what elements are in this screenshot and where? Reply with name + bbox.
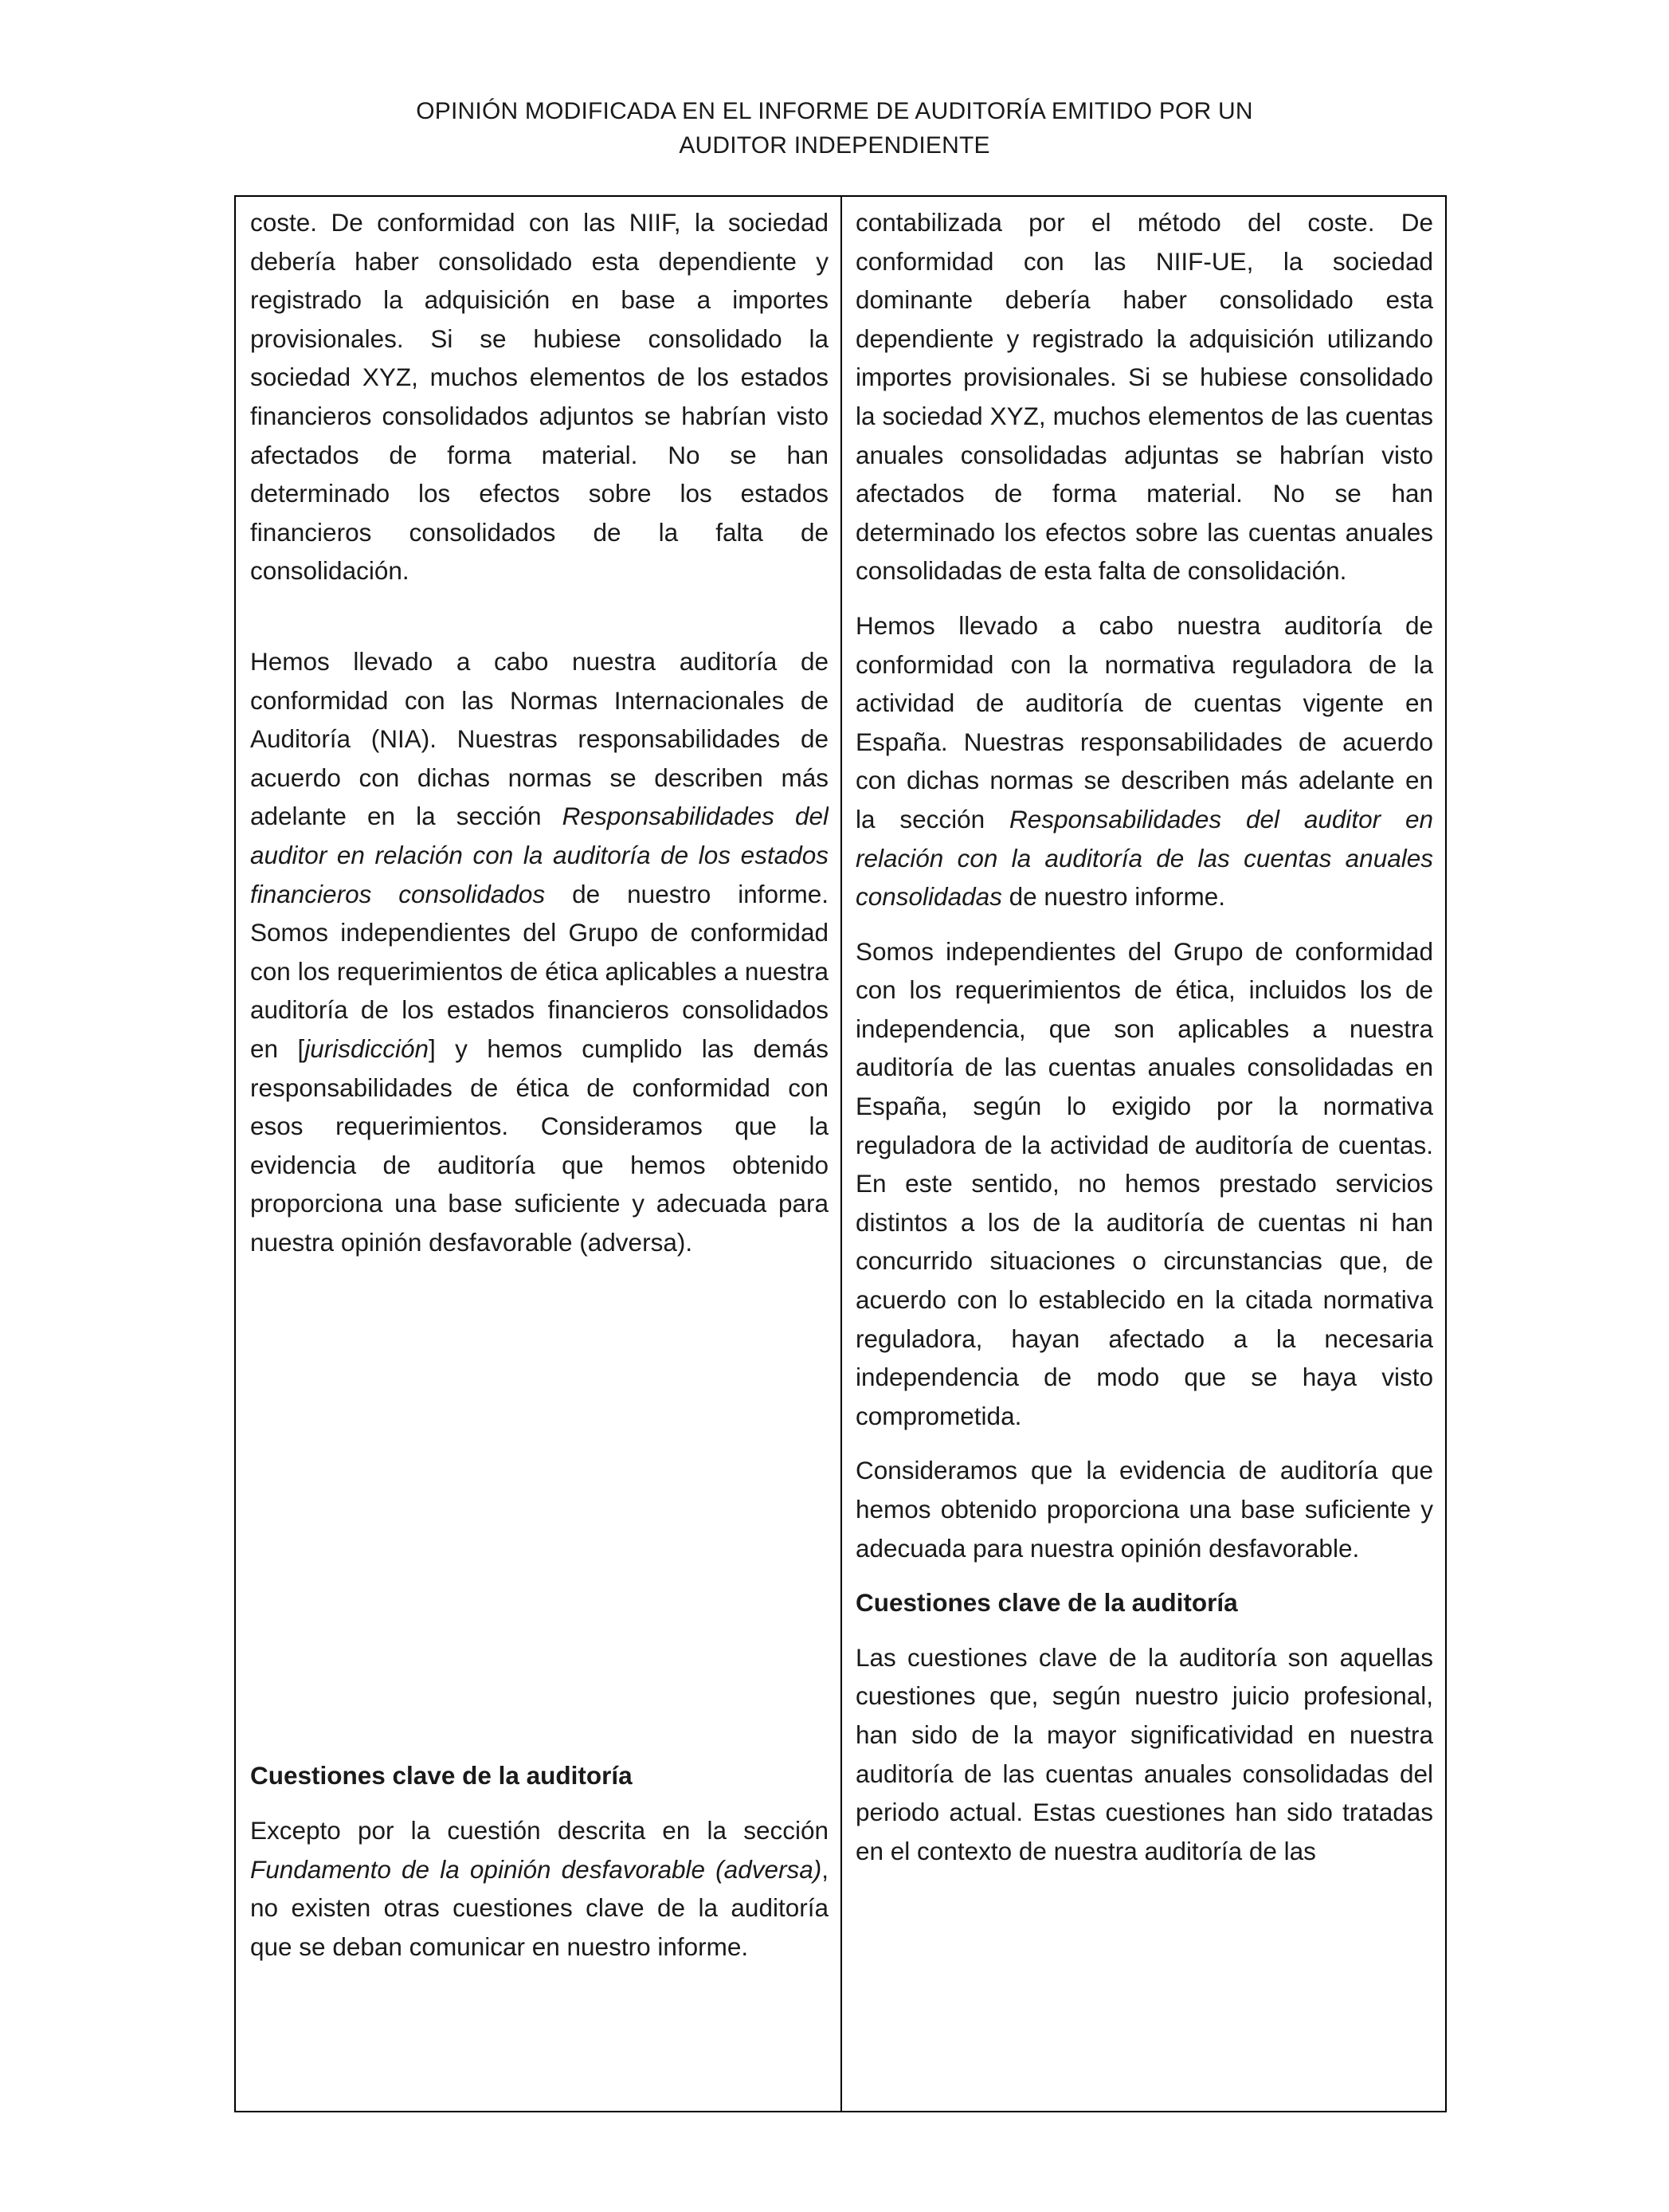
document-header (0, 94, 1669, 163)
comparison-table (234, 195, 1447, 2112)
right-paragraph-2 (856, 606, 1433, 916)
header-line-2: AUDITOR INDEPENDIENTE (679, 132, 990, 159)
right-column-flow (856, 203, 1433, 1870)
left-paragraph-3-text-a: Excepto por la cuestión descrita en la sección (250, 1816, 829, 1845)
left-paragraph-1: coste. De conformidad con las NIIF, la sociedad debería haber consolidado esta dependiente y registrado la adquisición en base a importes provisionales. Si se hubiese consolidado la sociedad XYZ, muchos elementos de los estados financieros consolidados adjuntos se habrían visto afectados de forma material. No se han determinado los efectos sobre los estados financieros consolidados de la falta de consolidación. (250, 208, 829, 586)
right-paragraph-2-text-a: Hemos llevado a cabo nuestra auditoría de conformidad con la normativa reguladora de la actividad de auditoría de cuentas vigente en España. Nuestras responsabilidades de acuerdo con dichas normas se describen más adelante en la sección (856, 610, 1433, 833)
right-paragraph-5: Las cuestiones clave de la auditoría son aquellas cuestiones que, según nuestro juicio profesional, han sido de la mayor significatividad en nuestra auditoría de las cuentas anuales consolidadas del periodo actual. Estas cuestiones han sido tratadas en el contexto de nuestra auditoría de las (856, 1642, 1433, 1865)
column-divider (840, 197, 842, 2111)
right-column (856, 197, 1433, 2111)
left-paragraph-2-text-a: Hemos llevado a cabo nuestra auditoría de conformidad con las Normas Internacionales de Auditoría (NIA). Nuestras responsabilidades de acuerdo con dichas normas se describen más adelante en la sección (250, 647, 829, 831)
header-line-1: OPINIÓN MODIFICADA EN EL INFORME DE AUDITORÍA EMITIDO POR UN (416, 98, 1253, 124)
left-paragraph-2-text-c: ] y hemos cumplido las demás responsabilidades de ética de conformidad con esos requerimientos. Consideramos que la evidencia de auditoría que hemos obtenido proporciona una base suficiente y adecuada para nuestra opinión desfavorable (adversa). (250, 1033, 829, 1257)
right-paragraph-2-text-b: de nuestro informe. (1001, 882, 1226, 912)
right-section-heading: Cuestiones clave de la auditoría (856, 1588, 1238, 1618)
right-paragraph-4: Consideramos que la evidencia de auditoría que hemos obtenido proporciona una base suficiente y adecuada para nuestra opinión desfavorable. (856, 1456, 1433, 1563)
right-paragraph-2-italic: Responsabilidades del auditor en relación con la auditoría de las cuentas anuales consolidadas (856, 804, 1433, 912)
left-paragraph-3 (250, 1811, 829, 1966)
left-section-heading: Cuestiones clave de la auditoría (250, 1761, 633, 1790)
left-column (250, 197, 829, 2111)
left-paragraph-2 (250, 642, 829, 1262)
left-paragraph-2-text-b: de nuestro informe. Somos independientes del Grupo de conformidad con los requerimientos de ética aplicables a nuestra auditoría de los estados financieros consolidados en [ (250, 879, 829, 1063)
left-paragraph-2-italic-2: jurisdicción (304, 1033, 429, 1063)
right-paragraph-3: Somos independientes del Grupo de conformidad con los requerimientos de ética, incluidos los de independencia, que son aplicables a nuestra auditoría de las cuentas anuales consolidadas en España, según lo exigido por la normativa reguladora de la actividad de auditoría de cuentas. En este sentido, no hemos prestado servicios distintos a los de la auditoría de cuentas ni han concurrido situaciones o circunstancias que, de acuerdo con lo establecido en la citada normativa reguladora, hayan afectado a la necesaria independencia de modo que se haya visto comprometida. (856, 936, 1433, 1430)
left-paragraph-3-text-b: , no existen otras cuestiones clave de la auditoría que se deban comunicar en nuestro informe. (250, 1854, 829, 1961)
right-paragraph-1: contabilizada por el método del coste. De conformidad con las NIIF-UE, la sociedad dominante debería haber consolidado esta dependiente y registrado la adquisición utilizando importes provisionales. Si se hubiese consolidado la sociedad XYZ, muchos elementos de las cuentas anuales consolidadas adjuntas se habrían visto afectados de forma material. No se han determinado los efectos sobre las cuentas anuales consolidadas de esta falta de consolidación. (856, 208, 1433, 586)
left-paragraph-2-italic-1: Responsabilidades del auditor en relación con la auditoría de los estados financieros consolidados (250, 802, 829, 908)
left-paragraph-3-italic: Fundamento de la opinión desfavorable (adversa) (250, 1854, 822, 1884)
